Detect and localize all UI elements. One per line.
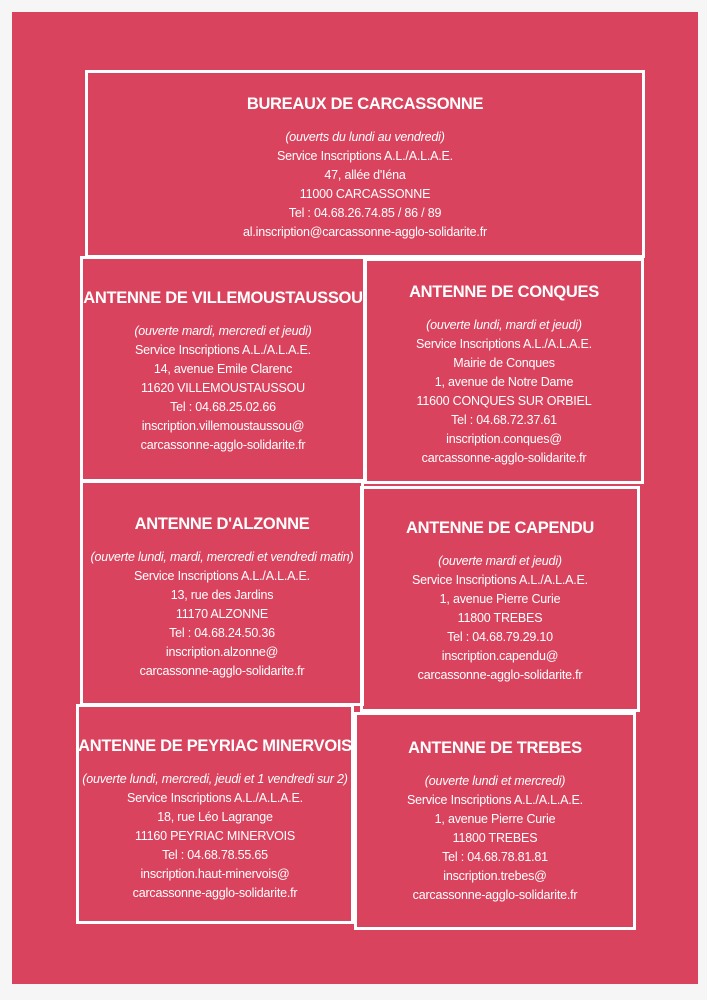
office-title: BUREAUX DE CARCASSONNE — [246, 95, 484, 113]
office-city: 11620 VILLEMOUSTAUSSOU — [141, 381, 305, 395]
office-hours: (ouverte mardi, mercredi et jeudi) — [134, 324, 312, 338]
office-address: 1, avenue Pierre Curie — [439, 592, 561, 606]
office-email-user: inscription.haut-minervois@ — [140, 867, 290, 881]
office-email-domain: carcassonne-agglo-solidarite.fr — [132, 886, 298, 900]
office-hours: (ouverte lundi et mercredi) — [424, 774, 566, 788]
office-phone: Tel : 04.68.25.02.66 — [170, 400, 276, 414]
office-address: 1, avenue Pierre Curie — [434, 812, 556, 826]
office-service: Service Inscriptions A.L./A.L.A.E. — [127, 791, 303, 805]
office-city: 11800 TREBES — [452, 831, 538, 845]
office-title: ANTENNE DE PEYRIAC MINERVOIS — [78, 737, 352, 755]
office-phone: Tel : 04.68.26.74.85 / 86 / 89 — [288, 206, 442, 220]
office-address: 13, rue des Jardins — [170, 588, 274, 602]
office-city: 11170 ALZONNE — [175, 607, 269, 621]
office-title: ANTENNE DE CAPENDU — [405, 519, 595, 537]
office-title: ANTENNE DE TREBES — [408, 739, 582, 757]
office-phone: Tel : 04.68.24.50.36 — [169, 626, 275, 640]
office-address: 14, avenue Emile Clarenc — [153, 362, 293, 376]
office-email-domain: carcassonne-agglo-solidarite.fr — [139, 664, 305, 678]
office-service: Service Inscriptions A.L./A.L.A.E. — [412, 573, 588, 587]
office-box-capendu — [360, 486, 640, 712]
office-city: 11600 CONQUES SUR ORBIEL — [416, 394, 592, 408]
office-title: ANTENNE D'ALZONNE — [134, 515, 310, 533]
office-box-trebes — [354, 712, 636, 930]
office-email-user: inscription.trebes@ — [443, 869, 547, 883]
office-address: 1, avenue de Notre Dame — [434, 375, 574, 389]
office-email-domain: carcassonne-agglo-solidarite.fr — [421, 451, 587, 465]
office-city: 11000 CARCASSONNE — [299, 187, 431, 201]
office-hours: (ouverte lundi, mardi et jeudi) — [426, 318, 582, 332]
office-service: Service Inscriptions A.L./A.L.A.E. — [416, 337, 592, 351]
office-email-domain: carcassonne-agglo-solidarite.fr — [140, 438, 306, 452]
office-service: Service Inscriptions A.L./A.L.A.E. — [134, 569, 310, 583]
office-service: Service Inscriptions A.L./A.L.A.E. — [277, 149, 453, 163]
office-title: ANTENNE DE CONQUES — [409, 283, 599, 301]
office-service: Service Inscriptions A.L./A.L.A.E. — [407, 793, 583, 807]
office-address: 18, rue Léo Lagrange — [157, 810, 273, 824]
office-box-alzonne — [80, 480, 364, 706]
office-phone: Tel : 04.68.78.55.65 — [162, 848, 268, 862]
office-email-user: inscription.capendu@ — [441, 649, 559, 663]
office-hours: (ouverte lundi, mardi, mercredi et vendredi matin) — [90, 550, 354, 564]
office-box-peyriac-minervois — [76, 704, 354, 924]
office-hours: (ouverte mardi et jeudi) — [438, 554, 562, 568]
office-phone: Tel : 04.68.78.81.81 — [442, 850, 548, 864]
office-hours: (ouverts du lundi au vendredi) — [285, 130, 445, 144]
office-box-conques — [364, 258, 644, 484]
office-phone: Tel : 04.68.79.29.10 — [447, 630, 553, 644]
office-email-user: inscription.alzonne@ — [165, 645, 279, 659]
office-box-carcassonne — [85, 70, 645, 258]
office-city: 11800 TREBES — [457, 611, 543, 625]
office-phone: Tel : 04.68.72.37.61 — [451, 413, 557, 427]
office-address: 47, allée d'Iéna — [324, 168, 406, 182]
office-title: ANTENNE DE VILLEMOUSTAUSSOU — [83, 289, 363, 307]
office-place: Mairie de Conques — [453, 356, 555, 370]
office-email-domain: carcassonne-agglo-solidarite.fr — [417, 668, 583, 682]
office-box-villemoustaussou — [80, 256, 366, 482]
office-email-user: inscription.villemoustaussou@ — [141, 419, 305, 433]
office-service: Service Inscriptions A.L./A.L.A.E. — [135, 343, 311, 357]
office-email-user: inscription.conques@ — [446, 432, 562, 446]
office-city: 11160 PEYRIAC MINERVOIS — [134, 829, 296, 843]
office-hours: (ouverte lundi, mercredi, jeudi et 1 vendredi sur 2) — [82, 772, 348, 786]
office-email-domain: carcassonne-agglo-solidarite.fr — [412, 888, 578, 902]
office-email: al.inscription@carcassonne-agglo-solidarite.fr — [243, 225, 487, 239]
